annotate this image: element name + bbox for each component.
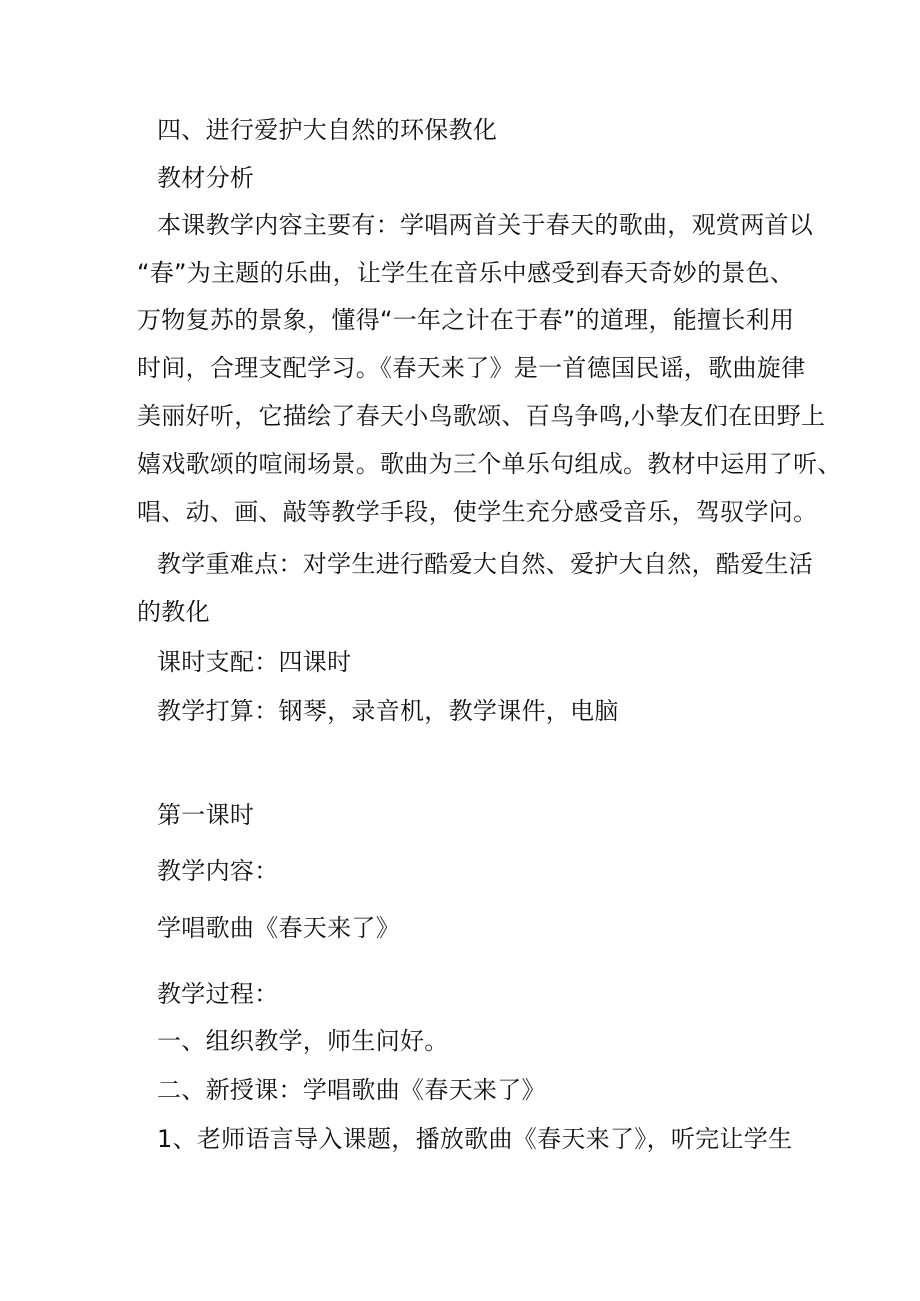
heading-environmental-education: 四、进行爱护大自然的环保教化 xyxy=(157,116,498,144)
paragraph-line: 时间，合理支配学习。《春天来了》是一首德国民谣，歌曲旋律 xyxy=(137,354,806,382)
heading-teaching-process: 教学过程： xyxy=(157,980,279,1008)
step-two: 二、新授课：学唱歌曲《春天来了》 xyxy=(157,1076,546,1104)
paragraph-line: 唱、动、画、敲等教学手段，使学生充分感受音乐，驾驭学问。 xyxy=(137,498,818,526)
paragraph-line: 本课教学内容主要有：学唱两首关于春天的歌曲，观赏两首以 xyxy=(157,211,814,239)
heading-teaching-content: 教学内容： xyxy=(157,857,279,885)
paragraph-key-points: 教学重难点：对学生进行酷爱大自然、爱护大自然，酷爱生活 xyxy=(157,550,814,578)
step-one: 一、组织教学，师生问好。 xyxy=(157,1027,449,1055)
heading-textbook-analysis: 教材分析 xyxy=(157,164,255,192)
paragraph-line: 嬉戏歌颂的喧闹场景。歌曲为三个单乐句组成。教材中运用了听、 xyxy=(137,450,842,478)
teaching-preparation: 教学打算：钢琴，录音机，教学课件，电脑 xyxy=(157,697,619,725)
class-hours: 课时支配：四课时 xyxy=(157,648,352,676)
paragraph-line: “春”为主题的乐曲，让学生在音乐中感受到春天奇妙的景色、 xyxy=(137,259,795,287)
heading-first-lesson: 第一课时 xyxy=(157,801,255,829)
paragraph-line: 的教化 xyxy=(137,598,210,626)
substep-one: 1、老师语言导入课题，播放歌曲《春天来了》，听完让学生 xyxy=(157,1125,793,1153)
paragraph-line: 美丽好听，它描绘了春天小鸟歌颂、百鸟争鸣,小挚友们在田野上 xyxy=(137,402,826,430)
paragraph-line: 万物复苏的景象，懂得“一年之计在于春”的道理，能擅长利用 xyxy=(137,306,795,334)
song-title-line: 学唱歌曲《春天来了》 xyxy=(157,914,400,942)
